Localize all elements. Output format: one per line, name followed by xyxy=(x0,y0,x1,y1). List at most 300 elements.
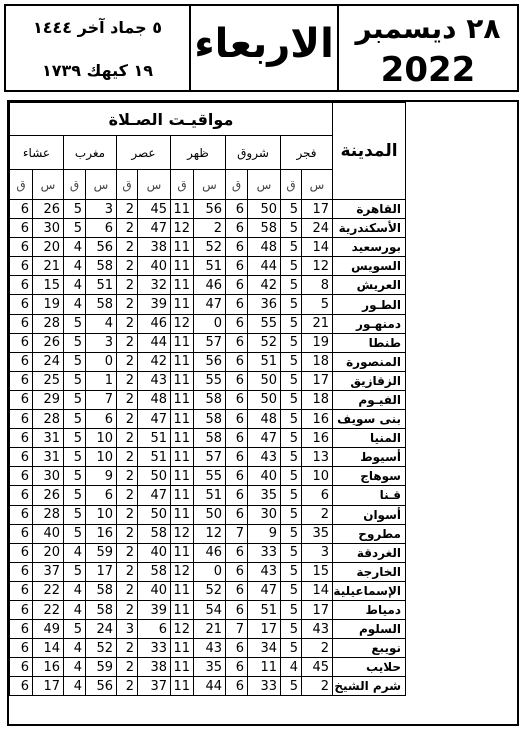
prayer-header-1: مغرب xyxy=(64,136,117,170)
minute-cell: 55 xyxy=(194,371,226,390)
table-row xyxy=(10,200,406,219)
hour-cell: 6 xyxy=(10,448,33,467)
hour-cell: 5 xyxy=(64,467,86,486)
minute-cell: 34 xyxy=(248,639,281,658)
hour-cell: 2 xyxy=(117,429,138,448)
minute-cell: 58 xyxy=(138,562,171,581)
minute-cell: 40 xyxy=(138,257,171,276)
minute-cell: 59 xyxy=(86,658,117,677)
hour-cell: 11 xyxy=(171,543,194,562)
minute-cell: 58 xyxy=(194,429,226,448)
table-row xyxy=(10,410,406,429)
prayer-times-table xyxy=(9,102,406,696)
prayer-header-0: عشاء xyxy=(10,136,64,170)
hour-cell: 6 xyxy=(10,562,33,581)
hour-cell: 6 xyxy=(10,333,33,352)
minute-cell: 58 xyxy=(86,581,117,600)
hour-cell: 4 xyxy=(64,543,86,562)
minute-cell: 58 xyxy=(138,524,171,543)
minute-cell: 33 xyxy=(138,639,171,658)
hour-cell: 11 xyxy=(171,238,194,257)
minute-cell: 16 xyxy=(302,410,333,429)
hour-label: س xyxy=(248,170,281,200)
minute-cell: 43 xyxy=(194,639,226,658)
hour-cell: 5 xyxy=(64,429,86,448)
minute-cell: 19 xyxy=(302,333,333,352)
minute-cell: 16 xyxy=(86,524,117,543)
hour-cell: 6 xyxy=(226,677,248,696)
hour-cell: 2 xyxy=(117,448,138,467)
city-name: السلوم xyxy=(333,620,406,639)
hour-cell: 6 xyxy=(226,200,248,219)
minute-cell: 51 xyxy=(138,448,171,467)
minute-cell: 17 xyxy=(86,562,117,581)
minute-cell: 2 xyxy=(302,677,333,696)
minute-cell: 40 xyxy=(138,543,171,562)
minute-cell: 52 xyxy=(194,581,226,600)
minute-cell: 57 xyxy=(194,333,226,352)
table-row xyxy=(10,333,406,352)
city-name: بنى سويف xyxy=(333,410,406,429)
minute-cell: 15 xyxy=(33,276,64,295)
hour-cell: 4 xyxy=(281,658,302,677)
weekday: الاربعاء xyxy=(194,21,334,67)
minute-cell: 22 xyxy=(33,600,64,619)
minute-cell: 44 xyxy=(194,677,226,696)
minute-cell: 40 xyxy=(248,467,281,486)
minute-cell: 9 xyxy=(248,524,281,543)
city-name: مطروح xyxy=(333,524,406,543)
hour-cell: 6 xyxy=(226,352,248,371)
minute-cell: 24 xyxy=(302,219,333,238)
table-row xyxy=(10,505,406,524)
minute-cell: 35 xyxy=(248,486,281,505)
minute-cell: 42 xyxy=(138,352,171,371)
city-column-header: المدينة xyxy=(333,103,406,200)
minute-cell: 0 xyxy=(194,562,226,581)
hour-cell: 5 xyxy=(281,562,302,581)
minute-cell: 2 xyxy=(302,639,333,658)
hour-cell: 2 xyxy=(117,371,138,390)
hour-cell: 6 xyxy=(226,581,248,600)
minute-cell: 0 xyxy=(194,314,226,333)
minute-cell: 8 xyxy=(302,276,333,295)
hour-cell: 5 xyxy=(281,410,302,429)
minute-cell: 17 xyxy=(302,600,333,619)
table-row xyxy=(10,486,406,505)
hour-cell: 2 xyxy=(117,600,138,619)
minute-cell: 48 xyxy=(138,390,171,409)
hour-cell: 2 xyxy=(117,524,138,543)
minute-cell: 48 xyxy=(248,410,281,429)
minute-cell: 14 xyxy=(33,639,64,658)
table-row xyxy=(10,658,406,677)
hour-cell: 2 xyxy=(117,467,138,486)
hour-cell: 5 xyxy=(281,620,302,639)
gregorian-year: 2022 xyxy=(380,50,476,90)
minute-cell: 51 xyxy=(248,352,281,371)
hour-cell: 6 xyxy=(10,371,33,390)
table-row xyxy=(10,448,406,467)
hour-label: س xyxy=(138,170,171,200)
minute-cell: 3 xyxy=(86,333,117,352)
hour-cell: 5 xyxy=(281,581,302,600)
hour-cell: 6 xyxy=(10,295,33,314)
hour-cell: 6 xyxy=(10,410,33,429)
hour-cell: 5 xyxy=(64,410,86,429)
hour-cell: 5 xyxy=(64,371,86,390)
hour-cell: 4 xyxy=(64,600,86,619)
hour-cell: 6 xyxy=(10,581,33,600)
minute-cell: 16 xyxy=(33,658,64,677)
table-row xyxy=(10,257,406,276)
table-row xyxy=(10,677,406,696)
hijri-date-box xyxy=(4,4,191,92)
minute-cell: 10 xyxy=(86,448,117,467)
minute-cell: 47 xyxy=(194,295,226,314)
minute-cell: 6 xyxy=(86,410,117,429)
hour-cell: 6 xyxy=(226,238,248,257)
table-row xyxy=(10,600,406,619)
minute-cell: 55 xyxy=(248,314,281,333)
minute-cell: 40 xyxy=(33,524,64,543)
hour-cell: 5 xyxy=(281,219,302,238)
minute-cell: 45 xyxy=(138,200,171,219)
hour-cell: 5 xyxy=(281,677,302,696)
table-row xyxy=(10,543,406,562)
hour-cell: 5 xyxy=(281,486,302,505)
hour-cell: 6 xyxy=(226,467,248,486)
hour-cell: 5 xyxy=(281,352,302,371)
minute-cell: 35 xyxy=(302,524,333,543)
hour-cell: 11 xyxy=(171,200,194,219)
hour-cell: 4 xyxy=(64,257,86,276)
table-row xyxy=(10,620,406,639)
hour-cell: 4 xyxy=(64,581,86,600)
minute-cell: 50 xyxy=(248,371,281,390)
hour-cell: 11 xyxy=(171,677,194,696)
hour-cell: 11 xyxy=(171,448,194,467)
hour-cell: 6 xyxy=(226,658,248,677)
prayer-header-2: عصر xyxy=(117,136,171,170)
minute-cell: 40 xyxy=(138,581,171,600)
minute-cell: 2 xyxy=(194,219,226,238)
city-name: طنطا xyxy=(333,333,406,352)
minute-cell: 47 xyxy=(138,410,171,429)
hour-cell: 11 xyxy=(171,276,194,295)
hour-cell: 5 xyxy=(64,562,86,581)
hour-cell: 6 xyxy=(226,562,248,581)
hour-cell: 4 xyxy=(64,658,86,677)
hour-cell: 4 xyxy=(64,639,86,658)
minute-cell: 52 xyxy=(248,333,281,352)
gregorian-day-month: ٢٨ ديسمبر xyxy=(355,12,501,45)
hour-cell: 2 xyxy=(117,333,138,352)
hour-cell: 5 xyxy=(281,314,302,333)
table-row xyxy=(10,562,406,581)
hour-cell: 6 xyxy=(226,371,248,390)
hour-cell: 5 xyxy=(281,467,302,486)
minute-cell: 25 xyxy=(33,371,64,390)
minute-cell: 6 xyxy=(302,486,333,505)
minute-cell: 9 xyxy=(86,467,117,486)
city-name: نويبع xyxy=(333,639,406,658)
hour-cell: 5 xyxy=(281,200,302,219)
minute-cell: 21 xyxy=(194,620,226,639)
minute-cell: 50 xyxy=(194,505,226,524)
city-name: الزقازيق xyxy=(333,371,406,390)
prayer-header-4: شروق xyxy=(226,136,281,170)
minute-cell: 31 xyxy=(33,429,64,448)
city-name: دمياط xyxy=(333,600,406,619)
hour-cell: 11 xyxy=(171,371,194,390)
hour-cell: 2 xyxy=(117,639,138,658)
minute-cell: 13 xyxy=(302,448,333,467)
hour-cell: 12 xyxy=(171,620,194,639)
city-name: قـنا xyxy=(333,486,406,505)
hour-cell: 11 xyxy=(171,410,194,429)
hour-cell: 12 xyxy=(171,219,194,238)
hour-cell: 5 xyxy=(64,352,86,371)
hour-cell: 6 xyxy=(10,486,33,505)
city-name: أسيوط xyxy=(333,448,406,467)
minute-cell: 45 xyxy=(302,658,333,677)
hour-cell: 6 xyxy=(10,600,33,619)
minute-cell: 12 xyxy=(194,524,226,543)
minute-cell: 38 xyxy=(138,238,171,257)
table-row xyxy=(10,219,406,238)
minute-cell: 12 xyxy=(302,257,333,276)
hour-cell: 5 xyxy=(64,390,86,409)
hour-cell: 6 xyxy=(226,410,248,429)
minute-label: ق xyxy=(281,170,302,200)
city-name: سوهاج xyxy=(333,467,406,486)
minute-cell: 51 xyxy=(86,276,117,295)
hour-cell: 11 xyxy=(171,333,194,352)
hour-cell: 6 xyxy=(10,658,33,677)
hour-cell: 2 xyxy=(117,562,138,581)
minute-cell: 1 xyxy=(86,371,117,390)
minute-cell: 46 xyxy=(194,276,226,295)
minute-cell: 30 xyxy=(33,467,64,486)
hour-cell: 6 xyxy=(10,314,33,333)
minute-cell: 56 xyxy=(86,238,117,257)
table-row xyxy=(10,314,406,333)
hour-cell: 5 xyxy=(64,448,86,467)
hour-cell: 5 xyxy=(281,295,302,314)
hour-cell: 6 xyxy=(226,429,248,448)
hour-cell: 6 xyxy=(226,600,248,619)
hour-cell: 5 xyxy=(64,314,86,333)
hour-cell: 12 xyxy=(171,314,194,333)
hour-cell: 6 xyxy=(10,429,33,448)
minute-cell: 11 xyxy=(248,658,281,677)
hour-cell: 2 xyxy=(117,677,138,696)
minute-cell: 50 xyxy=(138,505,171,524)
hour-cell: 5 xyxy=(281,543,302,562)
minute-label: ق xyxy=(117,170,138,200)
table-row xyxy=(10,429,406,448)
hour-cell: 6 xyxy=(10,257,33,276)
minute-cell: 37 xyxy=(33,562,64,581)
minute-cell: 4 xyxy=(86,314,117,333)
hour-cell: 5 xyxy=(64,620,86,639)
minute-cell: 3 xyxy=(302,543,333,562)
table-row xyxy=(10,581,406,600)
hour-cell: 11 xyxy=(171,600,194,619)
city-name: شرم الشيخ xyxy=(333,677,406,696)
minute-cell: 43 xyxy=(248,448,281,467)
hour-cell: 6 xyxy=(226,295,248,314)
minute-cell: 36 xyxy=(248,295,281,314)
hour-cell: 6 xyxy=(10,543,33,562)
table-row xyxy=(10,352,406,371)
hour-cell: 11 xyxy=(171,505,194,524)
table-title: مواقيـت الصـلاة xyxy=(10,103,333,136)
table-row xyxy=(10,390,406,409)
hour-cell: 12 xyxy=(171,562,194,581)
city-name: دمنهـور xyxy=(333,314,406,333)
minute-cell: 56 xyxy=(194,200,226,219)
minute-cell: 14 xyxy=(302,581,333,600)
hour-cell: 4 xyxy=(64,677,86,696)
hour-label: س xyxy=(194,170,226,200)
hour-cell: 5 xyxy=(281,505,302,524)
hour-cell: 11 xyxy=(171,295,194,314)
hijri-date: ٥ جماد آخر ١٤٤٤ xyxy=(33,18,162,37)
hour-cell: 6 xyxy=(226,333,248,352)
minute-cell: 0 xyxy=(86,352,117,371)
minute-cell: 15 xyxy=(302,562,333,581)
table-row xyxy=(10,371,406,390)
city-name: السويس xyxy=(333,257,406,276)
hour-cell: 6 xyxy=(10,505,33,524)
minute-cell: 52 xyxy=(86,639,117,658)
minute-cell: 17 xyxy=(302,371,333,390)
minute-cell: 39 xyxy=(138,600,171,619)
minute-cell: 58 xyxy=(194,390,226,409)
minute-cell: 47 xyxy=(138,219,171,238)
minute-cell: 52 xyxy=(194,238,226,257)
minute-cell: 58 xyxy=(194,410,226,429)
minute-cell: 42 xyxy=(248,276,281,295)
minute-cell: 51 xyxy=(248,600,281,619)
table-row xyxy=(10,524,406,543)
hour-cell: 5 xyxy=(281,371,302,390)
hour-cell: 7 xyxy=(226,524,248,543)
table-row xyxy=(10,467,406,486)
minute-cell: 28 xyxy=(33,505,64,524)
hour-cell: 5 xyxy=(64,219,86,238)
hour-cell: 5 xyxy=(64,486,86,505)
minute-cell: 28 xyxy=(33,314,64,333)
hour-cell: 6 xyxy=(10,620,33,639)
hour-cell: 11 xyxy=(171,639,194,658)
minute-cell: 50 xyxy=(138,467,171,486)
city-name: حلايب xyxy=(333,658,406,677)
minute-cell: 51 xyxy=(194,257,226,276)
hour-cell: 6 xyxy=(10,524,33,543)
minute-cell: 35 xyxy=(194,658,226,677)
hour-label: س xyxy=(86,170,117,200)
hour-cell: 2 xyxy=(117,219,138,238)
minute-cell: 48 xyxy=(248,238,281,257)
minute-cell: 44 xyxy=(138,333,171,352)
hour-cell: 4 xyxy=(64,276,86,295)
hour-cell: 6 xyxy=(226,448,248,467)
hour-cell: 6 xyxy=(10,276,33,295)
minute-cell: 38 xyxy=(138,658,171,677)
hour-cell: 5 xyxy=(281,448,302,467)
minute-cell: 24 xyxy=(33,352,64,371)
minute-cell: 39 xyxy=(138,295,171,314)
hour-cell: 11 xyxy=(171,581,194,600)
city-name: الطـور xyxy=(333,295,406,314)
minute-cell: 21 xyxy=(302,314,333,333)
table-row xyxy=(10,238,406,257)
minute-cell: 58 xyxy=(86,600,117,619)
hour-cell: 6 xyxy=(226,639,248,658)
minute-cell: 30 xyxy=(248,505,281,524)
hour-cell: 11 xyxy=(171,486,194,505)
city-name: الغردقة xyxy=(333,543,406,562)
minute-cell: 50 xyxy=(248,390,281,409)
hour-cell: 7 xyxy=(226,620,248,639)
hour-cell: 2 xyxy=(117,238,138,257)
minute-cell: 28 xyxy=(33,410,64,429)
hour-cell: 11 xyxy=(171,658,194,677)
minute-cell: 7 xyxy=(86,390,117,409)
hour-cell: 5 xyxy=(281,639,302,658)
hour-label: س xyxy=(33,170,64,200)
minute-cell: 21 xyxy=(33,257,64,276)
hour-cell: 2 xyxy=(117,390,138,409)
minute-cell: 10 xyxy=(302,467,333,486)
prayer-header-5: فجر xyxy=(281,136,333,170)
hour-cell: 11 xyxy=(171,429,194,448)
minute-cell: 18 xyxy=(302,390,333,409)
city-name: المنيا xyxy=(333,429,406,448)
minute-label: ق xyxy=(226,170,248,200)
minute-cell: 49 xyxy=(33,620,64,639)
hour-cell: 6 xyxy=(226,486,248,505)
minute-cell: 50 xyxy=(248,200,281,219)
minute-cell: 58 xyxy=(86,295,117,314)
hour-cell: 6 xyxy=(10,677,33,696)
hour-cell: 2 xyxy=(117,581,138,600)
minute-cell: 10 xyxy=(86,429,117,448)
hour-cell: 3 xyxy=(117,620,138,639)
city-name: القاهرة xyxy=(333,200,406,219)
hour-cell: 6 xyxy=(10,390,33,409)
minute-cell: 5 xyxy=(302,295,333,314)
minute-cell: 29 xyxy=(33,390,64,409)
hour-cell: 11 xyxy=(171,352,194,371)
hour-cell: 6 xyxy=(10,352,33,371)
minute-cell: 30 xyxy=(33,219,64,238)
minute-cell: 44 xyxy=(248,257,281,276)
minute-cell: 31 xyxy=(33,448,64,467)
minute-cell: 17 xyxy=(302,200,333,219)
hour-label: س xyxy=(302,170,333,200)
hour-cell: 2 xyxy=(117,410,138,429)
minute-cell: 6 xyxy=(138,620,171,639)
minute-cell: 20 xyxy=(33,238,64,257)
hour-cell: 2 xyxy=(117,257,138,276)
city-name: الأسكندرية xyxy=(333,219,406,238)
hour-cell: 6 xyxy=(226,257,248,276)
minute-cell: 24 xyxy=(86,620,117,639)
